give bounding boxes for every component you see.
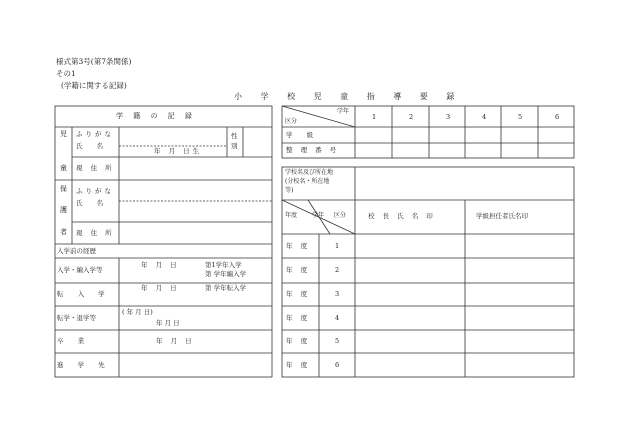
school-branch-label-2: 等) <box>285 187 294 194</box>
grade-col-6: 6 <box>555 113 560 121</box>
transfer-in-grade: 第 学年転入学 <box>205 284 247 292</box>
transfer-out-date-1: ( 年 月 日) <box>122 308 153 316</box>
class-label: 学 級 <box>286 131 320 139</box>
grade-col-2: 2 <box>409 113 414 121</box>
row-grade-5: 5 <box>335 337 340 345</box>
form-subtitle: (学籍に関する記録) <box>61 81 127 90</box>
child-label-2: 童 <box>60 164 67 172</box>
transfer-in-date: 年 月 日 <box>141 284 180 292</box>
admission-label: 入学・編入学等 <box>57 266 103 274</box>
graduation-date: 年 月 日 <box>156 337 195 345</box>
admission-grade-1: 第1学年入学 <box>205 261 242 269</box>
row-year-2: 年 度 <box>286 266 311 274</box>
guardian-label-1: 保 <box>60 185 67 193</box>
gender-label: 性 <box>231 132 238 140</box>
child-furigana-label: ふりがな <box>76 130 114 138</box>
child-address-label: 現 住 所 <box>76 164 115 172</box>
section-title-registry: 学 籍 の 記 録 <box>116 112 196 120</box>
guardian-name-label: 氏 名 <box>76 199 110 207</box>
grade-col-5: 5 <box>518 113 523 121</box>
guardian-furigana-label: ふりがな <box>76 187 114 195</box>
destination-label: 進 学 先 <box>57 361 111 369</box>
principal-header: 校 長 氏 名 印 <box>368 212 436 220</box>
page-title: 小 学 校 児 童 指 導 要 録 <box>234 92 463 101</box>
grade-header-2: 学年 <box>312 212 325 219</box>
division-header-2: 区分 <box>334 212 347 219</box>
transfer-out-date-2: 年 月 日 <box>156 319 180 327</box>
guardian-label-3: 者 <box>60 228 67 236</box>
pre-school-label: 入学前の経歴 <box>57 247 96 255</box>
transfer-in-label: 転 入 学 <box>57 290 111 298</box>
form-part: その1 <box>56 69 76 78</box>
row-grade-2: 2 <box>335 266 340 274</box>
guardian-label-2: 護 <box>60 206 67 214</box>
row-grade-4: 4 <box>335 314 340 322</box>
row-year-4: 年 度 <box>286 314 311 322</box>
number-label: 整 理 番 号 <box>286 146 340 154</box>
row-grade-1: 1 <box>335 242 340 250</box>
school-branch-label: (分校名・所在地 <box>285 178 330 185</box>
school-name-label: 学校名及び所在地 <box>285 169 334 176</box>
grade-col-4: 4 <box>482 113 487 121</box>
grade-header: 学年 <box>337 108 350 115</box>
year-header: 年度 <box>285 212 298 219</box>
row-year-5: 年 度 <box>286 337 311 345</box>
row-grade-3: 3 <box>335 290 340 298</box>
row-grade-6: 6 <box>335 361 340 369</box>
row-year-6: 年 度 <box>286 361 311 369</box>
row-year-3: 年 度 <box>286 290 311 298</box>
row-year-1: 年 度 <box>286 242 311 250</box>
gender-label-2: 別 <box>231 142 238 150</box>
grade-col-3: 3 <box>446 113 451 121</box>
teacher-header: 学級担任者氏名印 <box>476 212 528 220</box>
form-number: 様式第3号(第7条関係) <box>56 57 132 66</box>
grade-col-1: 1 <box>372 113 377 121</box>
child-label: 児 <box>60 130 67 138</box>
child-name-label: 氏 名 <box>76 142 110 150</box>
birth-date-label: 年 月 日生 <box>154 147 203 155</box>
admission-transfer-grade: 第 学年編入学 <box>205 270 247 278</box>
division-header: 区分 <box>285 118 298 125</box>
guardian-address-label: 現 住 所 <box>76 229 115 237</box>
graduation-label: 卒 業 <box>57 337 91 345</box>
transfer-out-label: 転学・退学等 <box>57 314 96 322</box>
admission-date: 年 月 日 <box>141 261 180 269</box>
